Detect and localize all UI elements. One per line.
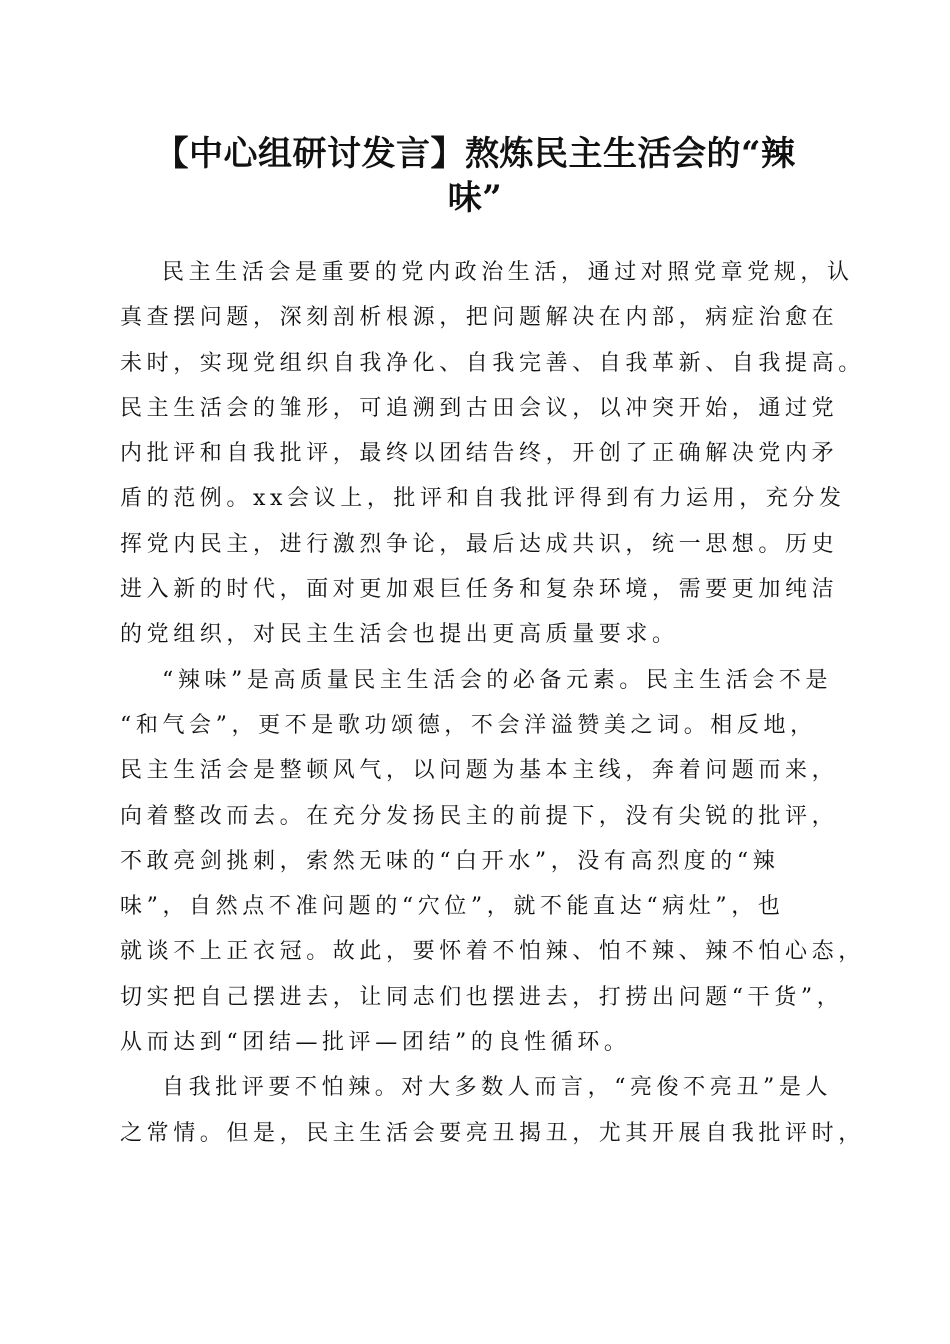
paragraph-line: 从而达到“团结—批评—团结”的良性循环。 (120, 1030, 631, 1056)
paragraph-line: 不敢亮剑挑刺，索然无味的“白开水”，没有高烈度的“辣 (120, 848, 780, 874)
paragraph-line: 挥党内民主，进行激烈争论，最后达成共识，统一思想。历史 (120, 531, 839, 557)
paragraph-line: 的党组织，对民主生活会也提出更高质量要求。 (120, 622, 679, 648)
paragraph-line: 民主生活会是整顿风气，以问题为基本主线，奔着问题而来， (120, 758, 839, 784)
paragraph-3 (120, 1065, 865, 1156)
paragraph-line: “辣味”是高质量民主生活会的必备元素。民主生活会不是 (162, 667, 833, 693)
paragraph-line: 民主生活会是重要的党内政治生活，通过对照党章党规，认 (162, 260, 854, 285)
paragraph-line: 就谈不上正衣冠。故此，要怀着不怕辣、怕不辣、辣不怕心态， (120, 939, 865, 965)
paragraph-line: “和气会”，更不是歌功颂德，不会洋溢赞美之词。相反地， (120, 712, 817, 738)
paragraph-line: 未时，实现党组织自我净化、自我完善、自我革新、自我提高。 (120, 350, 865, 376)
paragraph-line: 内批评和自我批评，最终以团结告终，开创了正确解决党内矛 (120, 441, 839, 467)
paragraph-line: 切实把自己摆进去，让同志们也摆进去，打捞出问题“干货”， (120, 984, 844, 1010)
paragraph-line: 民主生活会的雏形，可追溯到古田会议，以冲突开始，通过党 (120, 395, 839, 421)
paragraph-line: 自我批评要不怕辣。对大多数人而言，“亮俊不亮丑”是人 (162, 1075, 833, 1101)
paragraph-line: 盾的范例。xx会议上，批评和自我批评得到有力运用，充分发 (120, 486, 846, 512)
paragraph-1 (120, 250, 865, 658)
paragraph-line: 之常情。但是，民主生活会要亮丑揭丑，尤其开展自我批评时， (120, 1120, 865, 1146)
paragraph-line: 真查摆问题，深刻剖析根源，把问题解决在内部，病症治愈在 (120, 305, 839, 331)
title-line-1: 【中心组研讨发言】熬炼民主生活会的“辣 (154, 134, 796, 174)
paragraph-line: 向着整改而去。在充分发扬民主的前提下，没有尖锐的批评， (120, 803, 839, 829)
document-body (120, 250, 865, 1156)
document-title (120, 132, 830, 220)
paragraph-line: 味”，自然点不准问题的“穴位”，就不能直达“病灶”，也 (120, 894, 785, 920)
paragraph-2 (120, 658, 865, 1066)
title-line-2: 味” (447, 178, 503, 218)
paragraph-line: 进入新的时代，面对更加艰巨任务和复杂环境，需要更加纯洁 (120, 577, 839, 603)
